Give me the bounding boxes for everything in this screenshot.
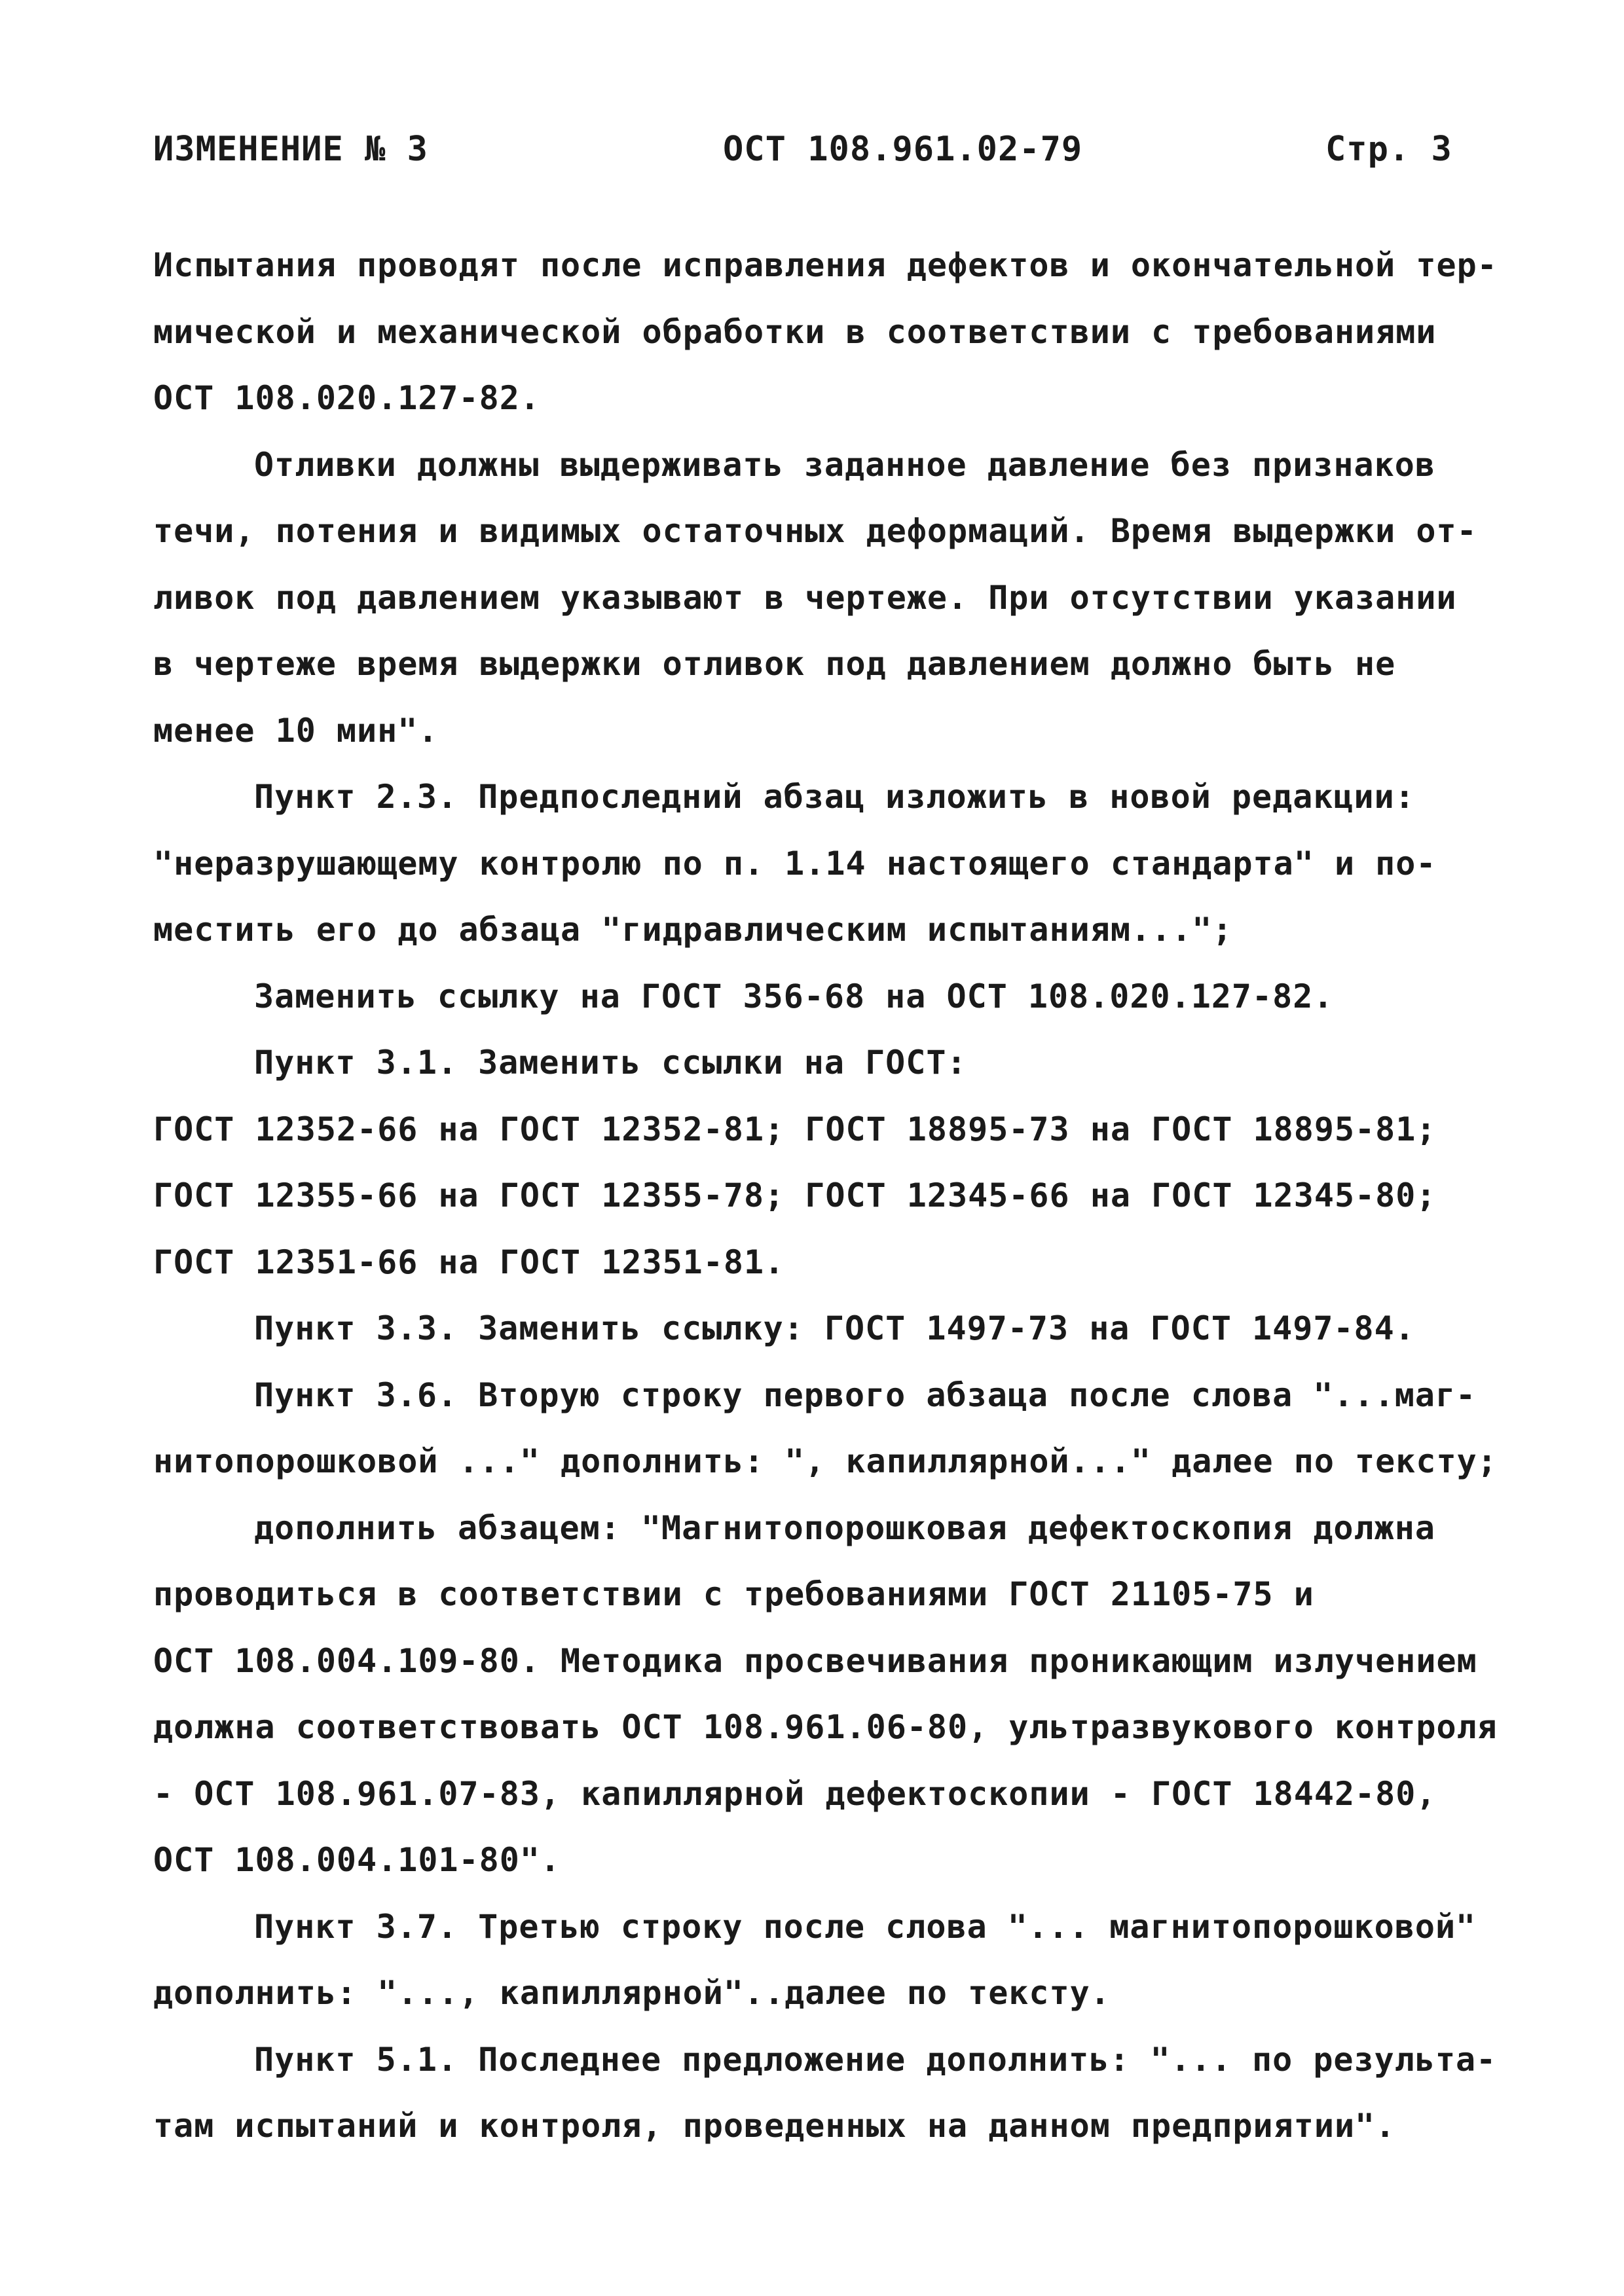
- text-line: там испытаний и контроля, проведенных на данном предприятии".: [153, 2107, 1396, 2145]
- text-line: нитопорошковой ..." дополнить: ", капиллярной..." далее по тексту;: [153, 1442, 1498, 1480]
- text-line: Пункт 2.3. Предпоследний абзац изложить в новой редакции:: [254, 778, 1415, 816]
- text-line: Пункт 5.1. Последнее предложение дополнить: "... по результа-: [254, 2040, 1497, 2079]
- text-line: Пункт 3.7. Третью строку после слова "... магнитопорошковой": [254, 1907, 1477, 1946]
- text-line: Пункт 3.3. Заменить ссылку: ГОСТ 1497-73 на ГОСТ 1497-84.: [254, 1309, 1415, 1347]
- text-line: "неразрушающему контролю по п. 1.14 настоящего стандарта" и по-: [153, 844, 1437, 883]
- text-line: дополнить абзацем: "Магнитопорошковая дефектоскопия должна: [254, 1508, 1435, 1547]
- text-line: должна соответствовать ОСТ 108.961.06-80, ультразвукового контроля: [153, 1708, 1498, 1746]
- text-line: ГОСТ 12351-66 на ГОСТ 12351-81.: [153, 1243, 785, 1281]
- standard-designation: ОСТ 108.961.02-79: [723, 130, 1083, 169]
- text-line: Отливки должны выдерживать заданное давление без признаков: [254, 445, 1435, 484]
- text-line: ливок под давлением указывают в чертеже. При отсутствии указании: [153, 578, 1457, 617]
- text-line: местить его до абзаца "гидравлическим испытаниям...";: [153, 911, 1233, 949]
- text-line: течи, потения и видимых остаточных деформаций. Время выдержки от-: [153, 512, 1477, 550]
- text-line: Пункт 3.6. Вторую строку первого абзаца после слова "...маг-: [254, 1376, 1477, 1414]
- text-line: - ОСТ 108.961.07-83, капиллярной дефектоскопии - ГОСТ 18442-80,: [153, 1774, 1437, 1813]
- text-line: Заменить ссылку на ГОСТ 356-68 на ОСТ 108.020.127-82.: [254, 977, 1334, 1015]
- text-line: мической и механической обработки в соответствии с требованиями: [153, 312, 1437, 351]
- change-number: ИЗМЕНЕНИЕ № 3: [153, 130, 428, 169]
- text-line: ГОСТ 12352-66 на ГОСТ 12352-81; ГОСТ 18895-73 на ГОСТ 18895-81;: [153, 1110, 1437, 1148]
- text-line: Пункт 3.1. Заменить ссылки на ГОСТ:: [254, 1044, 967, 1082]
- text-line: ОСТ 108.020.127-82.: [153, 379, 540, 417]
- text-line: проводиться в соответствии с требованиями ГОСТ 21105-75 и: [153, 1575, 1314, 1613]
- text-line: менее 10 мин".: [153, 711, 439, 750]
- document-body: [153, 232, 1502, 2160]
- text-line: в чертеже время выдержки отливок под давлением должно быть не: [153, 645, 1396, 683]
- page-number: Стр. 3: [1325, 130, 1452, 169]
- page-header: [153, 130, 1463, 182]
- text-line: ОСТ 108.004.109-80. Методика просвечивания проникающим излучением: [153, 1641, 1477, 1680]
- text-line: дополнить: "..., капиллярной"..далее по тексту.: [153, 1974, 1111, 2012]
- text-line: Испытания проводят после исправления дефектов и окончательной тер-: [153, 246, 1498, 284]
- text-line: ОСТ 108.004.101-80".: [153, 1841, 561, 1879]
- text-line: ГОСТ 12355-66 на ГОСТ 12355-78; ГОСТ 12345-66 на ГОСТ 12345-80;: [153, 1176, 1437, 1214]
